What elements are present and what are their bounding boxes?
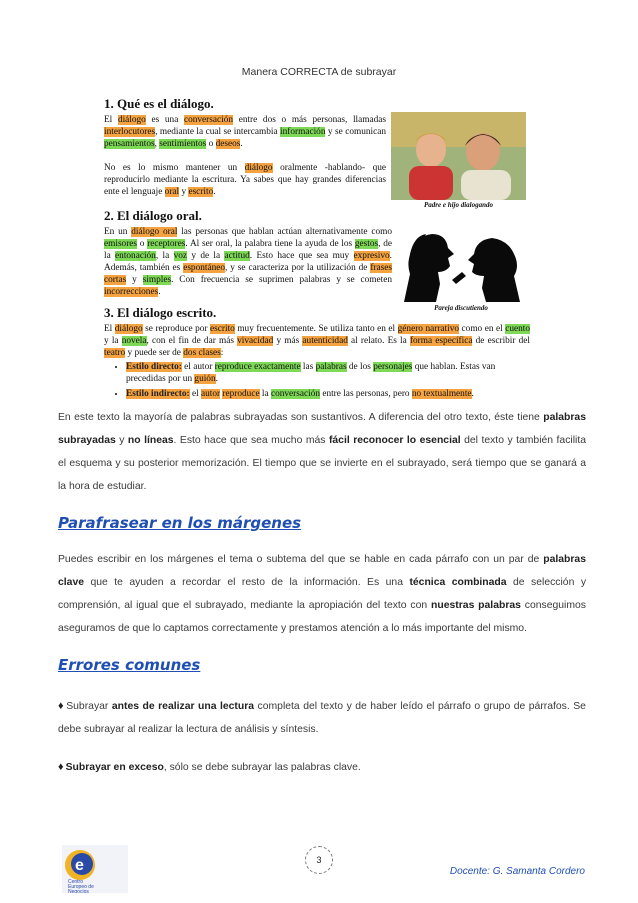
highlighted-term: teatro: [104, 348, 126, 358]
highlighted-term: guión: [194, 374, 216, 384]
svg-text:e: e: [75, 857, 84, 874]
highlighted-term: frases cortas: [104, 263, 392, 285]
highlighted-term: reproduce: [222, 389, 260, 399]
highlighted-term: novela: [121, 336, 147, 346]
highlighted-term: incorrecciones: [104, 287, 159, 297]
highlighted-term: emisores: [104, 239, 138, 249]
highlighted-term: simples: [142, 275, 172, 285]
highlighted-term: Estilo indirecto:: [126, 389, 190, 399]
text-run: .: [158, 287, 161, 297]
text-run: es una: [145, 115, 184, 125]
text-run: de escribir del: [472, 336, 531, 346]
scan-style-list: [114, 361, 528, 403]
text-run: y: [179, 187, 189, 197]
bold-term: Subrayar en exceso: [65, 762, 164, 773]
highlighted-term: diálogo: [244, 163, 273, 173]
text-run: No es lo mismo mantener un: [104, 163, 245, 173]
highlighted-term: conversación: [270, 389, 320, 399]
text-run: , y se caracteriza por la utilización de: [225, 263, 371, 273]
photo-couple-arguing: [396, 214, 526, 302]
text-run: En este texto la mayoría de palabras subrayadas son sustantivos. A diferencia del otro texto, éste tiene: [58, 412, 544, 423]
text-run: ,: [154, 139, 160, 149]
highlighted-term: oral: [164, 187, 180, 197]
text-run: . Con frecuencia se suprimen palabras y se cometen: [171, 275, 392, 285]
text-run: y: [126, 275, 143, 285]
text-run: o: [137, 239, 148, 249]
svg-text:Europeo de: Europeo de: [68, 884, 94, 890]
text-run: .: [213, 187, 216, 197]
text-run: y puede ser de: [125, 348, 184, 358]
text-run: El: [104, 324, 115, 334]
embedded-scan-image: [100, 90, 530, 412]
highlighted-term: Estilo directo:: [126, 362, 182, 372]
highlighted-term: palabras: [315, 362, 347, 372]
highlighted-term: actitud: [224, 251, 250, 261]
photo-caption-couple: Pareja discutiendo: [434, 304, 488, 312]
text-run: , mediante la cual se intercambia: [155, 127, 281, 137]
bold-term: palabras clave: [58, 554, 586, 588]
text-run: . Al ser oral, la palabra tiene la ayuda de los: [185, 239, 355, 249]
text-run: En un: [104, 227, 132, 237]
error-item-2: [58, 756, 586, 779]
highlighted-term: forma específica: [409, 336, 473, 346]
photo-caption-father-son: Padre e hijo dialogando: [423, 201, 494, 209]
svg-text:Centro: Centro: [68, 879, 84, 885]
footer-author: Docente: G. Samanta Cordero: [449, 866, 585, 877]
scan-bullet-direct: [126, 361, 528, 385]
highlighted-term: interlocutores: [104, 127, 156, 137]
text-run: o: [206, 139, 216, 149]
text-run: .: [215, 374, 218, 384]
text-run: .: [240, 139, 243, 149]
highlighted-term: diálogo: [114, 324, 143, 334]
text-run: muy frecuentemente. Se utiliza tanto en el: [234, 324, 398, 334]
centro-europeo-logo: [62, 845, 128, 893]
text-run: .: [471, 389, 474, 399]
section-title-errores: Errores comunes: [58, 656, 201, 674]
highlighted-term: escrito: [188, 187, 214, 197]
text-run: el: [189, 389, 201, 399]
scan-s2-paragraph: [104, 226, 392, 298]
highlighted-term: escrito: [210, 324, 235, 334]
text-run: las personas que hablan actúan alternativamente como: [177, 227, 392, 237]
section-title-parafrasear: Parafrasear en los márgenes: [58, 514, 302, 532]
scan-s3-paragraph: [104, 323, 530, 359]
bold-term: nuestras palabras: [431, 600, 521, 611]
highlighted-term: entonación: [115, 251, 156, 261]
paragraph-parafrasear: [58, 548, 586, 640]
highlighted-term: personajes: [373, 362, 413, 372]
highlighted-term: autenticidad: [302, 336, 348, 346]
page-number: 3: [305, 846, 333, 874]
highlighted-term: diálogo: [117, 115, 146, 125]
text-run: la: [259, 389, 271, 399]
bold-term: palabras subrayadas: [58, 412, 586, 446]
highlighted-term: deseos: [215, 139, 241, 149]
scan-section-1-title: 1. Qué es el diálogo.: [104, 96, 214, 111]
highlighted-term: vivacidad: [237, 336, 274, 346]
highlighted-term: género narrativo: [397, 324, 460, 334]
diamond-bullet-icon: ♦: [58, 761, 64, 773]
error-item-2-text: [66, 762, 361, 773]
text-run: . Además, también es: [104, 251, 392, 273]
highlighted-term: información: [280, 127, 326, 137]
text-run: y se comunican: [325, 127, 386, 137]
text-run: las: [300, 362, 316, 372]
text-run: , la: [155, 251, 174, 261]
text-run: Puedes escribir en los márgenes el tema o subtema del que se hable en cada párrafo con un par de: [58, 554, 544, 565]
error-item-1-text: [58, 701, 586, 735]
text-run: . Esto hace que sea muy: [249, 251, 354, 261]
highlighted-term: dos clases: [183, 348, 221, 358]
highlighted-term: autor: [200, 389, 221, 399]
text-run: el autor: [181, 362, 215, 372]
photo-father-son: [391, 112, 526, 200]
highlighted-term: receptores: [147, 239, 186, 249]
text-run: conseguimos aseguramos de que lo captamos correctamente y prestamos atención a lo más importante del mismo.: [58, 600, 586, 634]
bold-term: técnica combinada: [409, 577, 507, 588]
text-run: , sólo se debe subrayar las palabras clave.: [163, 762, 361, 773]
bold-term: fácil reconocer lo esencial: [328, 435, 461, 446]
error-item-1: [58, 695, 586, 741]
bold-term: antes de realizar una lectura: [111, 701, 255, 712]
text-run: del texto y también facilita el esquema y su posterior memorización. El tiempo que se invierte en el subrayado, será tiempo que se ganará a la hora de estudiar.: [58, 435, 586, 492]
highlighted-term: pensamientos: [104, 139, 155, 149]
text-run: de selección y comprensión, al igual que el subrayado, mediante la apropiación del texto con: [58, 577, 587, 611]
diamond-bullet-icon: ♦: [58, 700, 65, 712]
highlighted-term: reproduce exactamente: [214, 362, 301, 372]
text-run: El: [104, 115, 118, 125]
scan-s1-paragraph-1: [104, 114, 386, 150]
highlighted-term: gestos: [354, 239, 379, 249]
highlighted-term: conversación: [183, 115, 234, 125]
text-run: entre las personas, pero: [320, 389, 412, 399]
highlighted-term: voz: [173, 251, 187, 261]
scan-s1-paragraph-2: [104, 162, 386, 198]
text-run: entre dos o más personas, llamadas: [233, 115, 387, 125]
highlighted-term: sentimientos: [159, 139, 207, 149]
text-run: . Esto hace que sea mucho más: [173, 435, 329, 446]
text-run: completa del texto y de haber leído el párrafo o grupo de párrafos. Se debe subrayar al realizar la lectura de análisis y síntesis.: [58, 701, 586, 735]
text-run: y más: [273, 336, 303, 346]
highlighted-term: expresivo: [353, 251, 390, 261]
text-run: que hablan. Estas van precedidas por un: [126, 362, 496, 384]
text-run: y de la: [187, 251, 225, 261]
scan-section-3-title: 3. El diálogo escrito.: [104, 305, 217, 320]
highlighted-term: espontáneo: [183, 263, 226, 273]
text-run: , de la: [104, 239, 392, 261]
highlighted-term: no textualmente: [411, 389, 472, 399]
text-run: oralmente -hablando- que reproducirlo mediante la escritura. Ya sabes que hay grandes diferencias ente el lenguaje: [104, 163, 386, 197]
bold-term: no líneas: [127, 435, 174, 446]
paragraph-explanation: [58, 406, 586, 498]
text-run: como en el: [459, 324, 506, 334]
text-run: que te ayuden a recordar el resto de la información. Es una: [84, 577, 410, 588]
text-run: Subrayar: [66, 701, 112, 712]
text-run: :: [220, 348, 224, 358]
page-header-title: Manera CORRECTA de subrayar: [241, 66, 397, 78]
text-run: se reproduce por: [142, 324, 211, 334]
scan-bullet-indirect: [126, 388, 528, 400]
highlighted-term: diálogo oral: [131, 227, 178, 237]
svg-text:Negocios: Negocios: [68, 889, 89, 893]
text-run: , con el fin de dar más: [146, 336, 238, 346]
text-run: de los: [346, 362, 374, 372]
scan-section-2-title: 2. El diálogo oral.: [104, 208, 202, 223]
text-run: y: [115, 435, 128, 446]
highlighted-term: cuento: [505, 324, 530, 334]
text-run: y la: [104, 336, 122, 346]
text-run: al relato. Es la: [347, 336, 410, 346]
